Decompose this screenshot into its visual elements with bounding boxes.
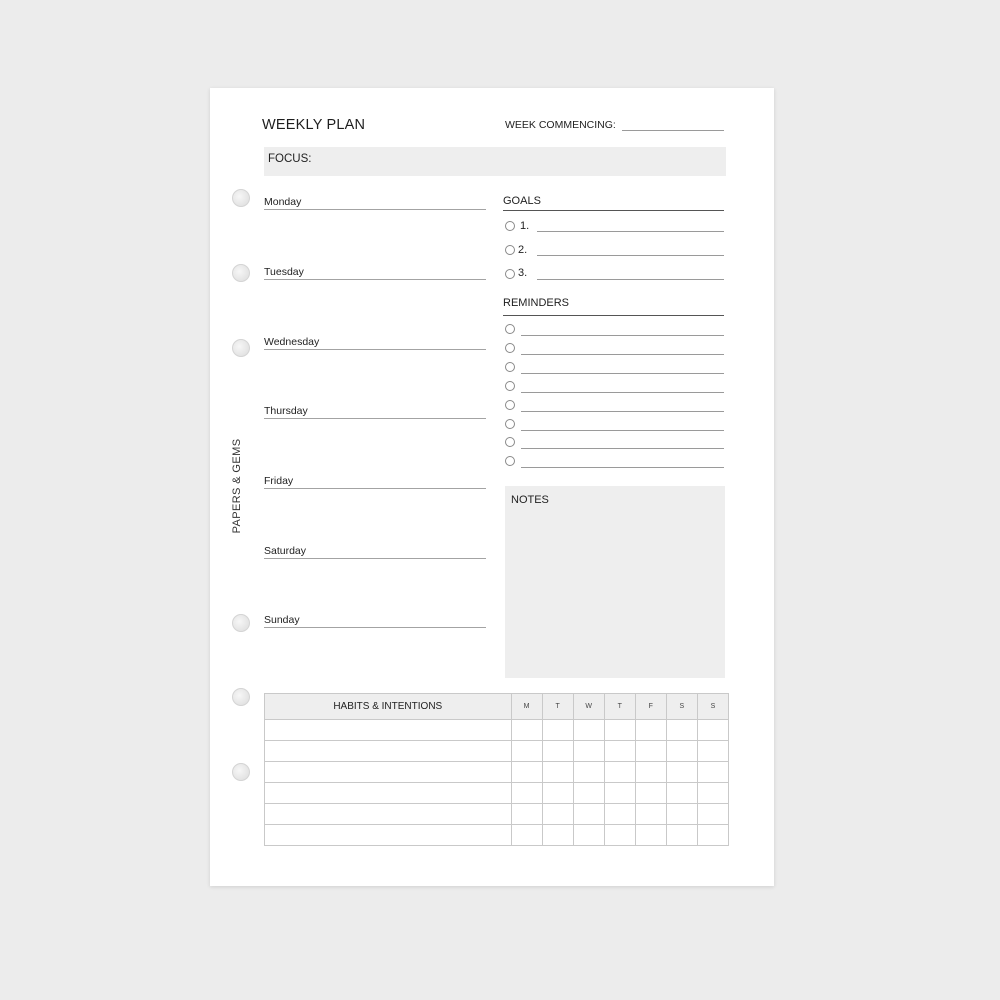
- binder-hole-icon: [232, 614, 250, 632]
- habit-name-cell[interactable]: [265, 762, 512, 783]
- habit-day-header: F: [635, 694, 666, 720]
- goal-number: 2.: [518, 244, 528, 256]
- habit-day-cell[interactable]: [542, 783, 573, 804]
- day-entry-thursday[interactable]: [264, 401, 486, 421]
- day-line: [264, 209, 486, 210]
- binder-hole-icon: [232, 339, 250, 357]
- day-label: Tuesday: [264, 266, 304, 278]
- habit-row: [265, 825, 729, 846]
- reminder-line[interactable]: [521, 392, 724, 393]
- week-commencing-field[interactable]: [622, 130, 724, 131]
- habit-row: [265, 720, 729, 741]
- habit-name-cell[interactable]: [265, 783, 512, 804]
- habit-day-cell[interactable]: [635, 720, 666, 741]
- focus-label: FOCUS:: [268, 153, 312, 165]
- day-line: [264, 627, 486, 628]
- habit-day-cell[interactable]: [542, 762, 573, 783]
- binder-hole-icon: [232, 763, 250, 781]
- reminder-line[interactable]: [521, 448, 724, 449]
- habit-day-cell[interactable]: [635, 762, 666, 783]
- habit-day-cell[interactable]: [666, 783, 697, 804]
- habit-day-header: T: [604, 694, 635, 720]
- notes-field[interactable]: [505, 486, 725, 678]
- habits-table: [264, 693, 729, 846]
- habit-day-cell[interactable]: [573, 762, 604, 783]
- day-entry-monday[interactable]: [264, 192, 486, 212]
- reminder-checkbox-icon[interactable]: [505, 343, 515, 353]
- habit-day-cell[interactable]: [697, 720, 728, 741]
- reminders-title: REMINDERS: [503, 297, 570, 309]
- reminder-line[interactable]: [521, 430, 724, 431]
- reminder-checkbox-icon[interactable]: [505, 456, 515, 466]
- planner-sheet: [210, 88, 774, 886]
- habit-day-header: M: [511, 694, 542, 720]
- binder-hole-icon: [232, 189, 250, 207]
- day-entry-saturday[interactable]: [264, 541, 486, 561]
- day-line: [264, 488, 486, 489]
- habit-day-cell[interactable]: [573, 825, 604, 846]
- reminder-line[interactable]: [521, 335, 724, 336]
- goal-checkbox-icon[interactable]: [505, 221, 515, 231]
- habit-day-cell[interactable]: [511, 762, 542, 783]
- goal-checkbox-icon[interactable]: [505, 245, 515, 255]
- habit-day-cell[interactable]: [604, 783, 635, 804]
- habit-day-cell[interactable]: [635, 783, 666, 804]
- goals-rule: [503, 210, 724, 211]
- habit-day-cell[interactable]: [666, 825, 697, 846]
- reminder-checkbox-icon[interactable]: [505, 400, 515, 410]
- day-label: Wednesday: [264, 336, 320, 348]
- habit-day-cell[interactable]: [604, 825, 635, 846]
- goal-number: 3.: [518, 267, 528, 279]
- goal-checkbox-icon[interactable]: [505, 269, 515, 279]
- habit-day-cell[interactable]: [666, 741, 697, 762]
- page-title: WEEKLY PLAN: [262, 117, 366, 133]
- reminder-checkbox-icon[interactable]: [505, 437, 515, 447]
- habit-day-cell[interactable]: [542, 825, 573, 846]
- day-entry-wednesday[interactable]: [264, 332, 486, 352]
- habit-day-cell[interactable]: [573, 720, 604, 741]
- habit-day-cell[interactable]: [604, 720, 635, 741]
- habit-day-header: T: [542, 694, 573, 720]
- habit-day-cell[interactable]: [573, 804, 604, 825]
- habit-day-cell[interactable]: [604, 762, 635, 783]
- habit-day-cell[interactable]: [511, 825, 542, 846]
- day-label: Saturday: [264, 545, 307, 557]
- day-line: [264, 418, 486, 419]
- habit-day-cell[interactable]: [697, 741, 728, 762]
- habits-body: [265, 720, 729, 846]
- habits-header: HABITS & INTENTIONS: [265, 694, 512, 720]
- habit-day-cell[interactable]: [573, 741, 604, 762]
- habit-day-cell[interactable]: [697, 825, 728, 846]
- habit-row: [265, 762, 729, 783]
- day-label: Friday: [264, 475, 294, 487]
- habit-day-cell[interactable]: [542, 804, 573, 825]
- reminder-checkbox-icon[interactable]: [505, 324, 515, 334]
- habit-name-cell[interactable]: [265, 825, 512, 846]
- binder-hole-icon: [232, 264, 250, 282]
- habit-row: [265, 741, 729, 762]
- habit-row: [265, 783, 729, 804]
- habit-day-cell[interactable]: [697, 804, 728, 825]
- habit-name-cell[interactable]: [265, 741, 512, 762]
- habit-day-cell[interactable]: [542, 741, 573, 762]
- habits-header-row: [265, 694, 729, 720]
- day-entry-sunday[interactable]: [264, 610, 486, 630]
- goal-number: 1.: [520, 220, 530, 232]
- habit-day-cell[interactable]: [697, 762, 728, 783]
- reminder-checkbox-icon[interactable]: [505, 419, 515, 429]
- habit-day-header: S: [697, 694, 728, 720]
- reminder-line[interactable]: [521, 467, 724, 468]
- habit-day-cell[interactable]: [511, 741, 542, 762]
- habit-day-cell[interactable]: [666, 720, 697, 741]
- habit-day-cell[interactable]: [635, 741, 666, 762]
- reminder-checkbox-icon[interactable]: [505, 381, 515, 391]
- habit-row: [265, 804, 729, 825]
- brand-label: PAPERS & GEMS: [231, 438, 243, 534]
- habit-day-cell[interactable]: [604, 741, 635, 762]
- reminder-line[interactable]: [521, 373, 724, 374]
- day-label: Monday: [264, 196, 302, 208]
- week-commencing-label: WEEK COMMENCING:: [505, 119, 616, 131]
- day-line: [264, 349, 486, 350]
- notes-label: NOTES: [511, 494, 549, 506]
- habit-day-cell[interactable]: [511, 720, 542, 741]
- goal-line[interactable]: [537, 255, 724, 256]
- habit-day-cell[interactable]: [666, 804, 697, 825]
- reminder-line[interactable]: [521, 411, 724, 412]
- habit-day-cell[interactable]: [511, 804, 542, 825]
- goal-line[interactable]: [537, 279, 724, 280]
- habit-name-cell[interactable]: [265, 804, 512, 825]
- habit-day-cell[interactable]: [542, 720, 573, 741]
- reminders-rule: [503, 315, 724, 316]
- habit-day-cell[interactable]: [635, 825, 666, 846]
- habit-day-header: W: [573, 694, 604, 720]
- habit-name-cell[interactable]: [265, 720, 512, 741]
- habit-day-cell[interactable]: [573, 783, 604, 804]
- habit-day-cell[interactable]: [666, 762, 697, 783]
- habit-day-cell[interactable]: [697, 783, 728, 804]
- day-line: [264, 279, 486, 280]
- day-entry-friday[interactable]: [264, 471, 486, 491]
- binder-hole-icon: [232, 688, 250, 706]
- habit-day-cell[interactable]: [604, 804, 635, 825]
- reminder-line[interactable]: [521, 354, 724, 355]
- goals-title: GOALS: [503, 195, 541, 207]
- reminder-checkbox-icon[interactable]: [505, 362, 515, 372]
- day-label: Thursday: [264, 405, 308, 417]
- habit-day-cell[interactable]: [635, 804, 666, 825]
- focus-field[interactable]: [264, 147, 726, 176]
- day-line: [264, 558, 486, 559]
- goal-line[interactable]: [537, 231, 724, 232]
- habit-day-header: S: [666, 694, 697, 720]
- day-label: Sunday: [264, 614, 300, 626]
- habit-day-cell[interactable]: [511, 783, 542, 804]
- day-entry-tuesday[interactable]: [264, 262, 486, 282]
